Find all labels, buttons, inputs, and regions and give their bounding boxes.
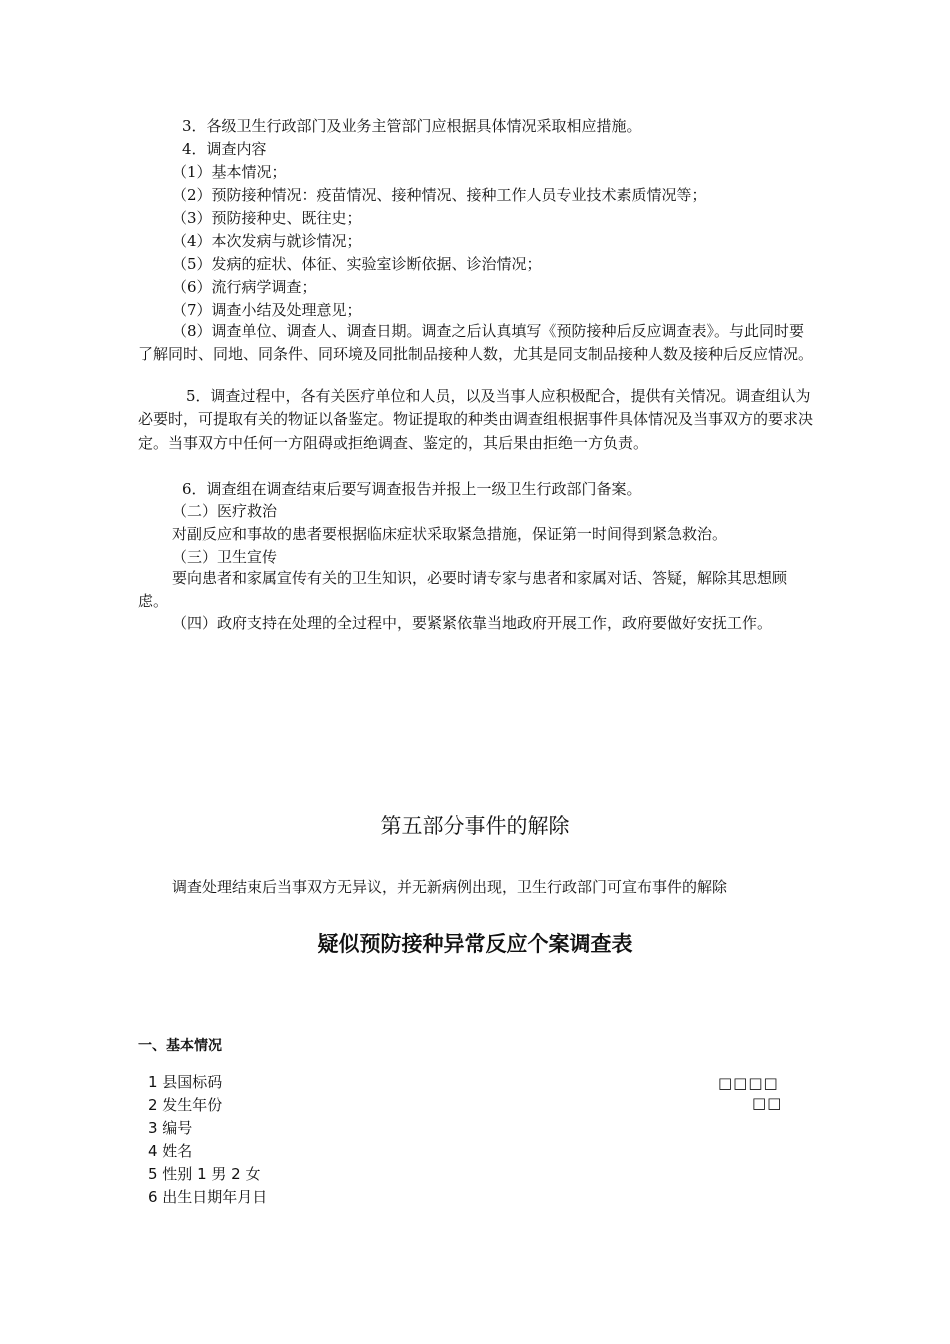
health-education-text: 要向患者和家属宣传有关的卫生知识，必要时请专家与患者和家属对话、答疑，解除其思想顾虑。 (138, 569, 788, 611)
field-sex: 5 性别 1 男 2 女 (148, 1165, 261, 1183)
item-4-1: （1）基本情况； (172, 163, 287, 181)
item-4-7: （7）调查小结及处理意见； (172, 301, 362, 319)
section-text: 调查处理结束后当事双方无异议，并无新病例出现，卫生行政部门可宣布事件的解除 (172, 878, 728, 896)
field-county-code: 1 县国标码 (148, 1073, 223, 1091)
heading-health-education: （三）卫生宣传 (172, 548, 278, 566)
medical-treatment-text: 对副反应和事故的患者要根据临床症状采取紧急措施，保证第一时间得到紧急救治。 (172, 525, 728, 543)
government-support-paragraph: （四）政府支持在处理的全过程中，要紧紧依靠当地政府开展工作，政府要做好安抚工作。 (172, 614, 773, 632)
form-title: 疑似预防接种异常反应个案调查表 (317, 932, 633, 956)
basic-info-heading: 一、基本情况 (138, 1038, 222, 1054)
item-5-paragraph: 5．调查过程中，各有关医疗单位和人员，以及当事人应积极配合，提供有关情况。调查组认为必要时，可提取有关的物证以备鉴定。物证提取的种类由调查组根据事件具体情况及当事双方的要求决定。当事双方中任何一方阻碍或拒绝调查、鉴定的，其后果由拒绝一方负责。 (138, 387, 814, 452)
item-4-4: （4）本次发病与就诊情况； (172, 232, 362, 250)
section-title: 第五部分事件的解除 (380, 814, 570, 838)
item-4-8-paragraph: （8）调查单位、调查人、调查日期。调查之后认真填写《预防接种后反应调查表》。与此同时要了解同时、同地、同条件、同环境及同批制品接种人数，尤其是同支制品接种人数及接种后反应情况。 (138, 322, 814, 364)
field-name: 4 姓名 (148, 1142, 193, 1160)
item-4-5: （5）发病的症状、体征、实验室诊断依据、诊治情况； (172, 255, 542, 273)
field-year: 2 发生年份 (148, 1096, 223, 1114)
item-6: 6．调查组在调查结束后要写调查报告并报上一级卫生行政部门备案。 (182, 480, 642, 498)
item-4-3: （3）预防接种史、既往史； (172, 209, 362, 227)
item-3: 3．各级卫生行政部门及业务主管部门应根据具体情况采取相应措施。 (182, 117, 642, 135)
year-boxes[interactable]: □□ (752, 1094, 783, 1112)
field-number: 3 编号 (148, 1119, 193, 1137)
county-code-boxes[interactable]: □□□□ (718, 1074, 779, 1092)
item-4-6: （6）流行病学调查； (172, 278, 317, 296)
heading-medical-treatment: （二）医疗救治 (172, 502, 278, 520)
item-4: 4．调查内容 (182, 140, 267, 158)
field-birth-date: 6 出生日期年月日 (148, 1188, 268, 1206)
item-4-2: （2）预防接种情况：疫苗情况、接种情况、接种工作人员专业技术素质情况等； (172, 186, 707, 204)
